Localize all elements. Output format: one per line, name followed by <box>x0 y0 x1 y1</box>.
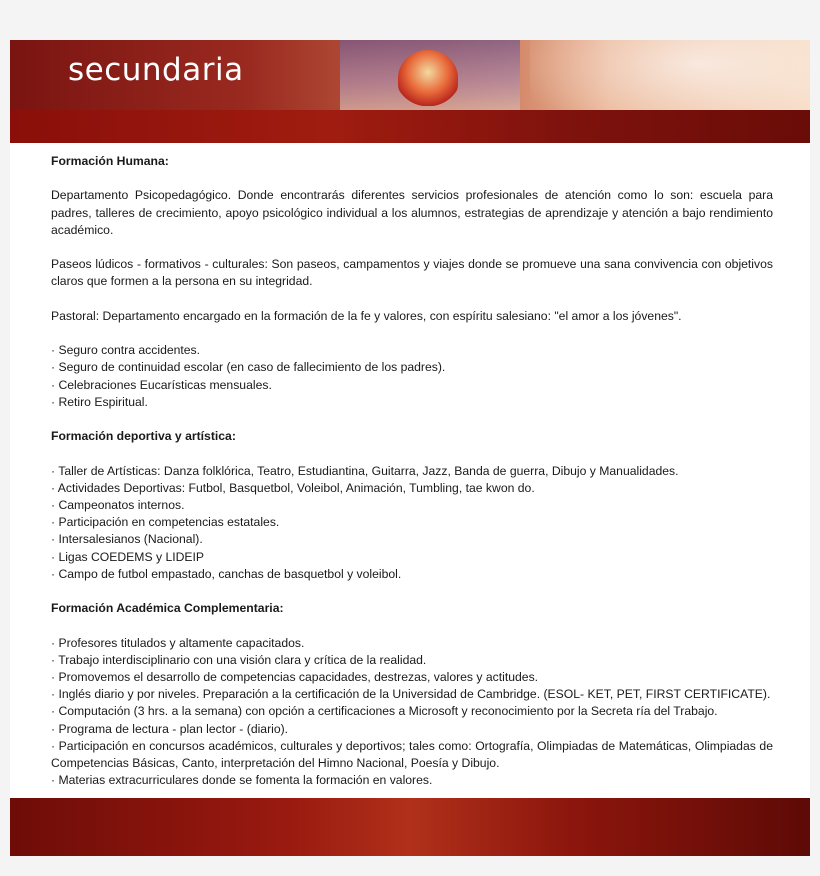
paragraph-paseos: Paseos lúdicos - formativos - culturales: Son paseos, campamentos y viajes donde se promueve una sana convivencia con objetivos claros que formen a la persona en su integridad. <box>51 257 773 289</box>
list-item: · Seguro de continuidad escolar (en caso de fallecimiento de los padres). <box>51 360 446 375</box>
list-item: · Computación (3 hrs. a la semana) con opción a certificaciones a Microsoft y reconocimiento por la Secreta ría del Trabajo. <box>51 704 718 719</box>
list-item: · Actividades Deportivas: Futbol, Basquetbol, Voleibol, Animación, Tumbling, tae kwon do. <box>51 480 535 495</box>
list-item: · Participación en competencias estatales. <box>51 515 280 530</box>
list-item: · Participación en concursos académicos, culturales y deportivos; tales como: Ortografía, Olimpiadas de Matemáticas, Olimpiadas de Competencias Básicas, Canto, interpretación del Himno Nacional, Poesía y Dibujo. <box>51 738 773 770</box>
list-item: · Profesores titulados y altamente capacitados. <box>51 635 305 650</box>
section-heading-formacion-academica: Formación Académica Complementaria: <box>51 601 284 616</box>
paragraph-pastoral: Pastoral: Departamento encargado en la formación de la fe y valores, con espíritu salesiano: "el amor a los jóvenes". <box>51 308 682 323</box>
section-heading-formacion-humana: Formación Humana: <box>51 154 169 168</box>
list-item: · Inglés diario y por niveles. Preparación a la certificación de la Universidad de Cambridge. (ESOL- KET, PET, FIRST CERTIFICATE). <box>51 687 771 702</box>
list-item: · Retiro Espiritual. <box>51 394 148 409</box>
list-item: · Materias extracurriculares donde se fomenta la formación en valores. <box>51 773 433 788</box>
list-item: · Taller de Artísticas: Danza folklórica, Teatro, Estudiantina, Guitarra, Jazz, Banda de guerra, Dibujo y Manualidades. <box>51 463 679 478</box>
list-item: · Seguro contra accidentes. <box>51 343 201 358</box>
banner-glow <box>530 40 810 110</box>
header-bar <box>10 110 810 143</box>
header-banner <box>10 40 810 110</box>
list-item: · Intersalesianos (Nacional). <box>51 532 203 547</box>
main-content <box>51 153 773 789</box>
banner-figure-image <box>398 50 458 106</box>
list-item: · Celebraciones Eucarísticas mensuales. <box>51 377 272 392</box>
list-item: · Promovemos el desarrollo de competencias capacidades, destrezas, valores y actitudes. <box>51 669 539 684</box>
paragraph-psicopedagogico: Departamento Psicopedagógico. Donde encontrarás diferentes servicios profesionales de atención como lo son: escuela para padres, talleres de crecimiento, apoyo psicológico individual a los alumnos, estrategias de aprendizaje y atención a bajo rendimiento académico. <box>51 188 773 237</box>
page-title: secundaria <box>68 52 244 88</box>
page-card <box>10 40 810 856</box>
section-heading-formacion-deportiva: Formación deportiva y artística: <box>51 429 236 444</box>
footer-bar <box>10 798 810 856</box>
list-item: · Trabajo interdisciplinario con una visión clara y crítica de la realidad. <box>51 652 427 667</box>
list-item: · Campeonatos internos. <box>51 497 185 512</box>
list-item: · Campo de futbol empastado, canchas de basquetbol y voleibol. <box>51 566 402 581</box>
list-item: · Ligas COEDEMS y LIDEIP <box>51 549 205 564</box>
list-item: · Programa de lectura - plan lector - (diario). <box>51 721 289 736</box>
